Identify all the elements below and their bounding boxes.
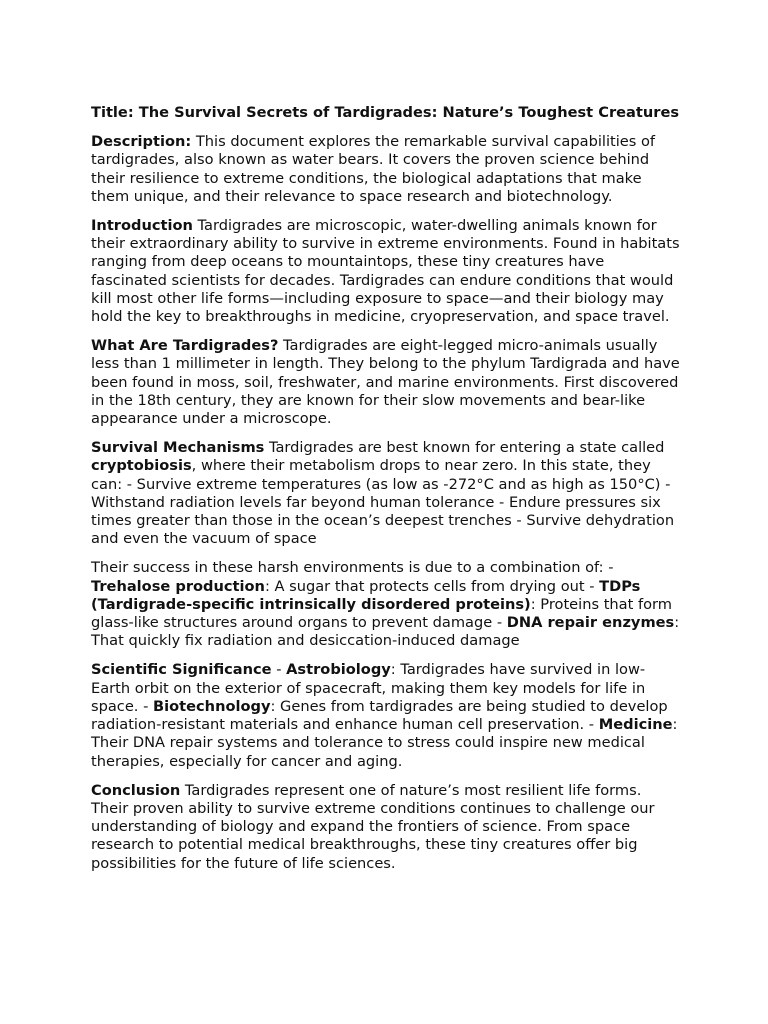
what-are-paragraph <box>91 337 683 428</box>
success-text-2: : A sugar that protects cells from drying out - <box>264 577 600 595</box>
document-page <box>91 104 683 884</box>
description-text: This document explores the remarkable survival capabilities of tardigrades, also known as water bears. It covers the proven science behind their resilience to extreme conditions, the biological adaptations that make them unique, and their relevance to space research and biotechnology. <box>91 133 656 205</box>
success-text-1: Their success in these harsh environments is due to a combination of: - <box>91 559 614 577</box>
dna-repair-term: DNA repair enzymes <box>506 614 675 632</box>
significance-text-4: : Their DNA repair systems and tolerance to stress could inspire new medical therapies, especially for cancer and aging. <box>91 716 678 770</box>
description-label: Description: <box>91 133 192 151</box>
trehalose-term: Trehalose production <box>91 577 265 595</box>
medicine-term: Medicine <box>598 716 673 734</box>
conclusion-label: Conclusion <box>91 781 181 799</box>
significance-text-2: : Tardigrades have survived in low-Earth orbit on the exterior of spacecraft, making them key models for life in space. - <box>91 661 646 715</box>
conclusion-text: Tardigrades represent one of nature’s most resilient life forms. Their proven ability to survive extreme conditions continues to challenge our understanding of biology and expand the frontiers of science. From space research to potential medical breakthroughs, these tiny creatures offer big possibilities for the future of life sciences. <box>91 781 655 872</box>
success-text-3: : Proteins that form glass-like structures around organs to prevent damage - <box>91 595 672 632</box>
what-are-text: Tardigrades are eight-legged micro-animals usually less than 1 millimeter in length. They belong to the phylum Tardigrada and have been found in moss, soil, freshwater, and marine environments. First discovered in the 18th century, they are known for their slow movements and bear-like appearance under a microscope. <box>91 337 680 428</box>
significance-text-3: : Genes from tardigrades are being studied to develop radiation-resistant materials and enhance human cell preservation. - <box>91 697 668 734</box>
astrobiology-term: Astrobiology <box>286 661 391 679</box>
what-are-label: What Are Tardigrades? <box>91 337 279 355</box>
survival-label: Survival Mechanisms <box>91 439 265 457</box>
survival-text-2: , where their metabolism drops to near zero. In this state, they can: - Survive extreme temperatures (as low as -272°C and as high as 150°C) - Withstand radiation levels far beyond human tolerance - Endure pressures six times greater than those in the ocean’s deepest trenches - Survive dehydration and even the vacuum of space <box>91 457 675 548</box>
success-text-4: : That quickly fix radiation and desiccation-induced damage <box>91 614 680 650</box>
biotechnology-term: Biotechnology <box>153 697 271 715</box>
cryptobiosis-term: cryptobiosis <box>91 457 192 475</box>
document-title: Title: The Survival Secrets of Tardigrades: Nature’s Toughest Creatures <box>91 104 680 121</box>
survival-paragraph <box>91 439 683 548</box>
conclusion-paragraph <box>91 782 683 873</box>
significance-text-1: - <box>271 661 287 679</box>
introduction-label: Introduction <box>91 217 193 235</box>
significance-label: Scientific Significance <box>91 661 272 679</box>
success-paragraph <box>91 559 683 650</box>
survival-text-1: Tardigrades are best known for entering a state called <box>264 439 665 457</box>
introduction-paragraph <box>91 217 683 326</box>
significance-paragraph <box>91 661 683 770</box>
tdps-term: TDPs (Tardigrade-specific intrinsically disordered proteins) <box>91 577 641 613</box>
introduction-text: Tardigrades are microscopic, water-dwelling animals known for their extraordinary ability to survive in extreme environments. Found in habitats ranging from deep oceans to mountaintops, these tiny creatures have fascinated scientists for decades. Tardigrades can endure conditions that would kill most other life forms—including exposure to space—and their biology may hold the key to breakthroughs in medicine, cryopreservation, and space travel. <box>91 217 680 326</box>
description-paragraph <box>91 133 683 206</box>
